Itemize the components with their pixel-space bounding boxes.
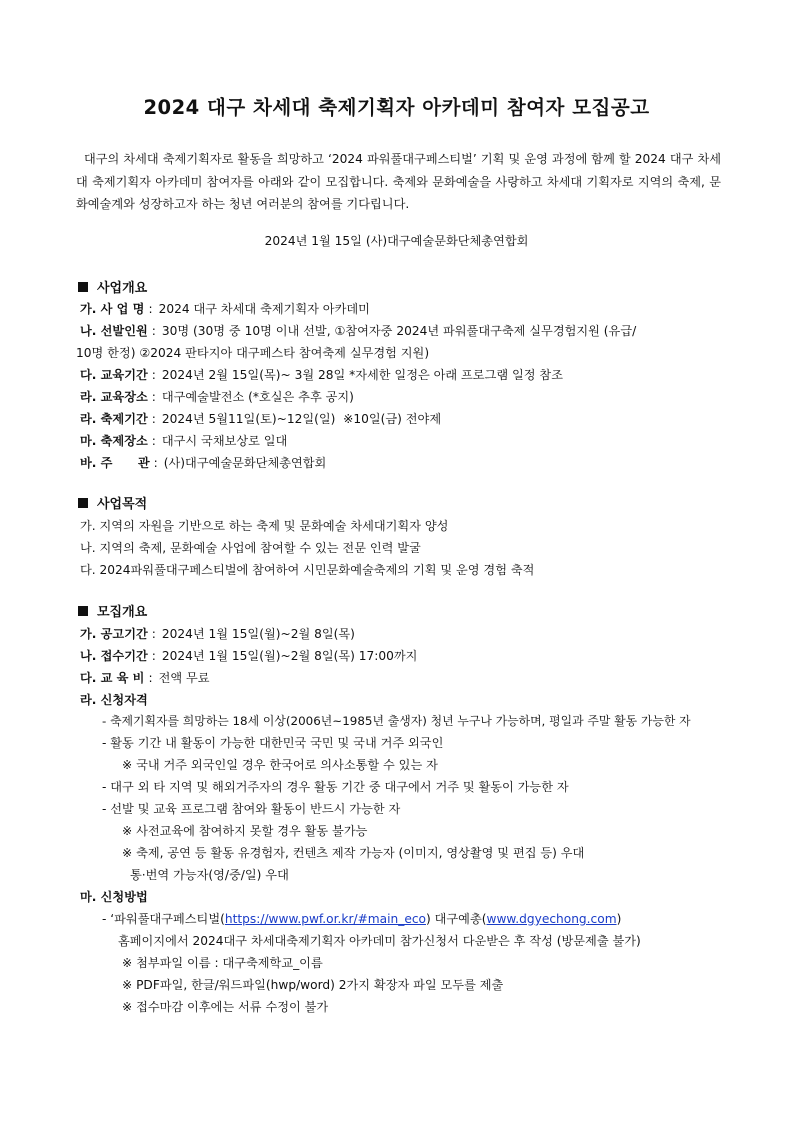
recruit-item-notice-period: 가. 공고기간 : 2024년 1월 15일(월)~2월 8일(목)	[80, 627, 355, 641]
overview-item-organizer: 바. 주 관 : (사)대구예술문화단체총연합회	[80, 456, 327, 470]
page-title: 2024 대구 차세대 축제기획자 아카데미 참여자 모집공고	[143, 96, 650, 119]
section-heading: 사업목적	[97, 497, 148, 512]
pwf-homepage-link[interactable]: https://www.pwf.or.kr/#main_eco	[224, 912, 426, 926]
overview-item-festival-place: 마. 축제장소 : 대구시 국채보상로 일대	[80, 434, 288, 448]
overview-item-edu-place: 라. 교육장소 : 대구예술발전소 (*호실은 추후 공지)	[80, 390, 354, 404]
section-heading: 사업개요	[97, 281, 148, 296]
announcement-date: 2024년 1월 15일 (사)대구예술문화단체총연합회	[264, 234, 529, 248]
eligibility-note-3-cont: 통·번역 가능자(영/중/일) 우대	[130, 868, 289, 882]
overview-item-name: 가. 사 업 명 : 2024 대구 차세대 축제기획자 아카데미	[80, 302, 370, 316]
recruit-item-application-period: 나. 접수기간 : 2024년 1월 15일(월)~2월 8일(목) 17:00까지	[80, 649, 418, 663]
square-bullet-icon	[78, 282, 88, 292]
apply-note-2: ※ PDF파일, 한글/워드파일(hwp/word) 2가지 확장자 파일 모두를 제출	[122, 978, 504, 992]
section-heading: 모집개요	[97, 605, 148, 620]
eligibility-line-3: - 대구 외 타 지역 및 해외거주자의 경우 활동 기간 중 대구에서 거주 및 활동이 가능한 자	[102, 780, 569, 794]
square-bullet-icon	[78, 498, 88, 508]
recruit-item-apply-method: 마. 신청방법	[80, 890, 148, 904]
eligibility-note-2: ※ 사전교육에 참여하지 못할 경우 활동 불가능	[122, 824, 368, 838]
eligibility-line-4: - 선발 및 교육 프로그램 참여와 활동이 반드시 가능한 자	[102, 802, 401, 816]
purpose-item-1: 가. 지역의 자원을 기반으로 하는 축제 및 문화예술 차세대기획자 양성	[80, 519, 449, 533]
recruit-item-eligibility: 라. 신청자격	[80, 693, 148, 707]
overview-item-quota-cont: 10명 한정) ②2024 판타지아 대구페스타 참여축제 실무경험 지원)	[76, 346, 430, 360]
apply-note-1: ※ 첨부파일 이름 : 대구축제학교_이름	[122, 956, 323, 970]
apply-note-3: ※ 접수마감 이후에는 서류 수정이 불가	[122, 1000, 329, 1014]
overview-item-quota: 나. 선발인원 : 30명 (30명 중 10명 이내 선발, ①참여자중 2024년 파워풀대구축제 실무경험지원 (유급/	[80, 324, 637, 338]
purpose-item-3: 다. 2024파워풀대구페스티벌에 참여하여 시민문화예술축제의 기획 및 운영 경험 축적	[80, 563, 535, 577]
intro-paragraph: 대구의 차세대 축제기획자로 활동을 희망하고 ‘2024 파워풀대구페스티벌’ 기획 및 운영 과정에 함께 할 2024 대구 차세대 축제기획자 아카데미 참여자를 아래와 같이 모집합니다. 축제와 문화예술을 사랑하고 차세대 기획자로 지역의 축제, 문화예술계와 성장하고자 하는 청년 여러분의 참여를 기다립니다.	[76, 152, 721, 211]
section-business-overview	[78, 277, 147, 296]
section-business-purpose	[78, 493, 147, 512]
apply-method-line-2: 홈페이지에서 2024대구 차세대축제기획자 아카데미 참가신청서 다운받은 후 작성 (방문제출 불가)	[118, 934, 641, 948]
dgyechong-homepage-link[interactable]: www.dgyechong.com	[486, 912, 617, 926]
eligibility-line-2: - 활동 기간 내 활동이 가능한 대한민국 국민 및 국내 거주 외국인	[102, 736, 444, 750]
recruit-item-fee: 다. 교 육 비 : 전액 무료	[80, 671, 210, 685]
overview-item-festival-period: 라. 축제기간 : 2024년 5월11일(토)~12일(일) ※10일(금) 전야제	[80, 412, 442, 426]
eligibility-note-1: ※ 국내 거주 외국인일 경우 한국어로 의사소통할 수 있는 자	[122, 758, 438, 772]
overview-item-edu-period: 다. 교육기간 : 2024년 2월 15일(목)~ 3월 28일 *자세한 일정은 아래 프로그램 일정 참조	[80, 368, 563, 382]
eligibility-note-3: ※ 축제, 공연 등 활동 유경험자, 컨텐츠 제작 가능자 (이미지, 영상촬영 및 편집 등) 우대	[122, 846, 585, 860]
section-recruitment-overview	[78, 601, 147, 620]
eligibility-line-1: - 축제기획자를 희망하는 18세 이상(2006년~1985년 출생자) 청년 누구나 가능하며, 평일과 주말 활동 가능한 자	[102, 714, 691, 728]
square-bullet-icon	[78, 606, 88, 616]
apply-method-line-1: - ‘파워풀대구페스티벌(https://www.pwf.or.kr/#main_eco) 대구예총(www.dgyechong.com)	[102, 912, 622, 926]
purpose-item-2: 나. 지역의 축제, 문화예술 사업에 참여할 수 있는 전문 인력 발굴	[80, 541, 421, 555]
